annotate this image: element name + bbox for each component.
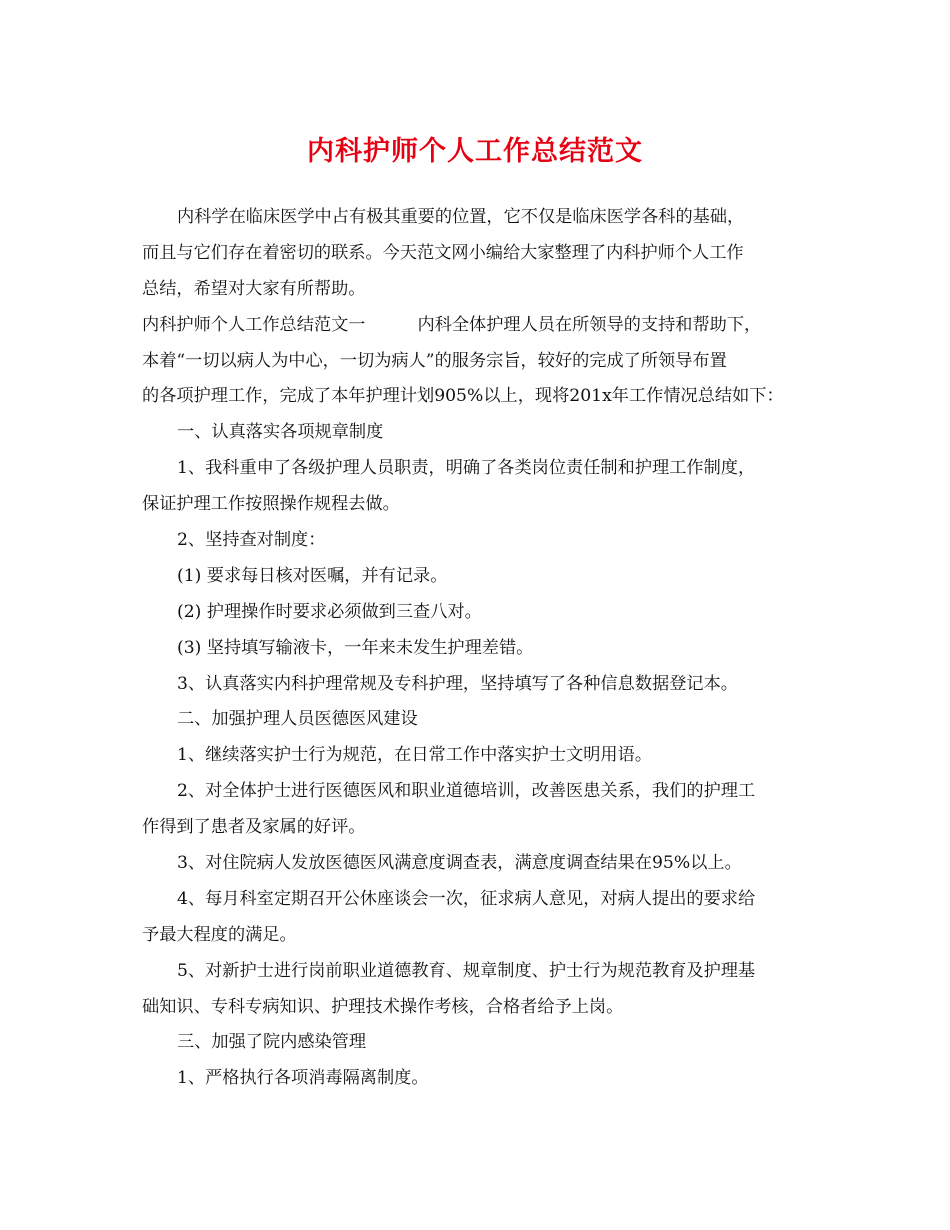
line-text: 本着“一切以病人为中心，一切为病人”的服务宗旨，较好的完成了所领导布置 <box>142 350 727 371</box>
paragraph-line <box>142 200 822 236</box>
paragraph-line <box>142 308 822 344</box>
line-text: (3) 坚持填写输液卡，一年来未发生护理差错。 <box>177 637 534 658</box>
paragraph-line <box>142 774 822 810</box>
paragraph-line <box>142 810 822 846</box>
paragraph-line <box>142 487 822 523</box>
paragraph-line <box>142 954 822 990</box>
paragraph-line <box>142 236 822 272</box>
paragraph-line <box>142 1025 822 1061</box>
paragraph-line <box>142 379 822 415</box>
paragraph-line <box>142 631 822 667</box>
paragraph-line <box>142 918 822 954</box>
document-title: 内科护师个人工作总结范文 <box>307 136 643 167</box>
line-text: 1、我科重申了各级护理人员职责，明确了各类岗位责任制和护理工作制度， <box>177 458 756 479</box>
paragraph-line <box>142 344 822 380</box>
line-text: 内科学在临床医学中占有极其重要的位置，它不仅是临床医学各科的基础， <box>177 207 745 227</box>
line-text: 5、对新护士进行岗前职业道德教育、规章制度、护士行为规范教育及护理基 <box>177 960 756 981</box>
line-text: 而且与它们存在着密切的联系。今天范文网小编给大家整理了内科护师个人工作 <box>142 242 744 263</box>
paragraph-line <box>142 846 822 882</box>
paragraph-line <box>142 738 822 774</box>
line-text: 础知识、专科专病知识、护理技术操作考核，合格者给予上岗。 <box>142 996 624 1017</box>
line-text: 总结，希望对大家有所帮助。 <box>142 278 366 299</box>
paragraph-line <box>142 272 822 308</box>
line-text: (1) 要求每日核对医嘱，并有记录。 <box>177 565 448 586</box>
line-text: 4、每月科室定期召开公休座谈会一次，征求病人意见，对病人提出的要求给 <box>177 888 756 909</box>
paragraph-line <box>142 702 822 738</box>
line-text: 2、坚持查对制度： <box>177 530 326 551</box>
paragraph-line <box>142 990 822 1026</box>
line-text: 三、加强了院内感染管理 <box>177 1032 367 1053</box>
paragraph-line <box>142 523 822 559</box>
line-text: 予最大程度的满足。 <box>142 924 297 945</box>
line-text: 3、对住院病人发放医德医风满意度调查表，满意度调查结果在95%以上。 <box>177 853 742 874</box>
line-text: 作得到了患者及家属的好评。 <box>142 817 366 838</box>
paragraph-line <box>142 667 822 703</box>
document-body <box>142 200 822 1097</box>
paragraph-line <box>142 595 822 631</box>
line-text: (2) 护理操作时要求必须做到三查八对。 <box>177 601 482 622</box>
paragraph-line <box>142 451 822 487</box>
paragraph-line <box>142 1061 822 1097</box>
line-text: 二、加强护理人员医德医风建设 <box>177 709 418 730</box>
line-text-continued: 内科全体护理人员在所领导的支持和帮助下， <box>417 314 762 335</box>
paragraph-line <box>142 559 822 595</box>
paragraph-line <box>142 882 822 918</box>
line-text: 3、认真落实内科护理常规及专科护理，坚持填写了各种信息数据登记本。 <box>177 673 738 694</box>
line-text: 的各项护理工作，完成了本年护理计划905%以上，现将201x年工作情况总结如下： <box>142 386 784 407</box>
line-text: 2、对全体护士进行医德医风和职业道德培训，改善医患关系，我们的护理工 <box>177 781 756 802</box>
line-text: 1、继续落实护士行为规范，在日常工作中落实护士文明用语。 <box>177 745 653 766</box>
line-text: 内科护师个人工作总结范文一 <box>142 314 366 335</box>
line-text: 一、认真落实各项规章制度 <box>177 422 384 443</box>
line-text: 保证护理工作按照操作规程去做。 <box>142 494 400 515</box>
paragraph-line <box>142 415 822 451</box>
line-text: 1、严格执行各项消毒隔离制度。 <box>177 1068 429 1089</box>
